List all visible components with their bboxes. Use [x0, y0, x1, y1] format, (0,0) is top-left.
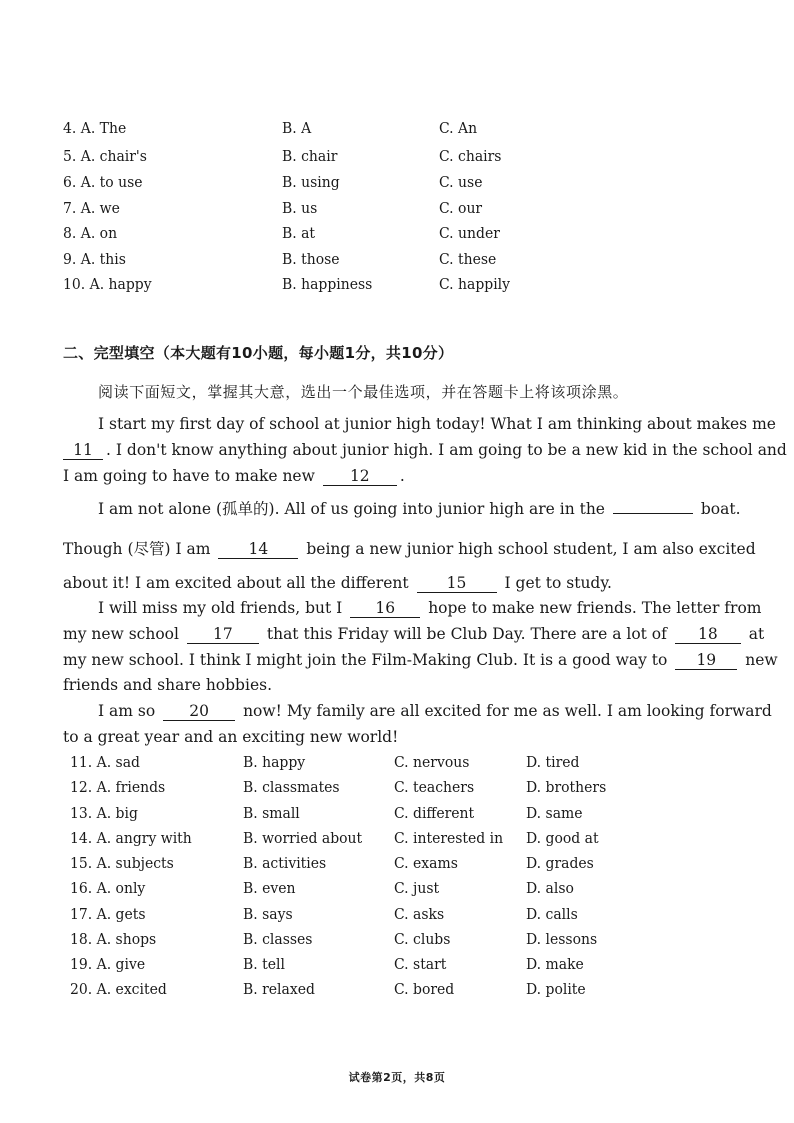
- option-a: 8. A. on: [63, 224, 118, 242]
- option-b: B. says: [243, 905, 293, 923]
- option-b: B. small: [243, 804, 300, 822]
- option-c: C. under: [439, 224, 500, 242]
- option-row: [0, 851, 794, 875]
- blank-16: 16: [350, 599, 420, 618]
- option-c: C. start: [394, 955, 447, 973]
- option-row: [0, 801, 794, 825]
- option-c: C. asks: [394, 905, 445, 923]
- passage-line: [63, 648, 778, 672]
- option-c: C. our: [439, 199, 483, 217]
- option-d: D. good at: [526, 829, 599, 847]
- option-a: 17. A. gets: [70, 905, 146, 923]
- option-d: D. brothers: [526, 778, 607, 796]
- passage-text: about it! I am excited about all the different: [63, 574, 409, 592]
- option-b: B. happy: [243, 753, 306, 771]
- option-c: C. teachers: [394, 778, 475, 796]
- option-c: C. different: [394, 804, 475, 822]
- option-d: D. same: [526, 804, 583, 822]
- option-b: B. those: [282, 250, 340, 268]
- option-row: [0, 247, 794, 271]
- passage-text: Though (尽管) I am: [63, 540, 211, 558]
- option-c: C. An: [439, 119, 478, 137]
- option-row: [0, 902, 794, 926]
- option-a: 11. A. sad: [70, 753, 140, 771]
- option-row: [0, 775, 794, 799]
- passage-text: that this Friday will be Club Day. There are a lot of: [266, 625, 667, 643]
- passage-text: friends and share hobbies.: [63, 676, 272, 694]
- blank-20: 20: [163, 702, 235, 721]
- option-a: 16. A. only: [70, 879, 146, 897]
- passage-text: new: [745, 651, 778, 669]
- option-c: C. use: [439, 173, 483, 191]
- option-b: B. classmates: [243, 778, 340, 796]
- option-row: [0, 750, 794, 774]
- passage-line: [63, 464, 405, 488]
- option-a: 5. A. chair's: [63, 147, 147, 165]
- option-a: 4. A. The: [63, 119, 127, 137]
- option-a: 19. A. give: [70, 955, 146, 973]
- option-b: B. using: [282, 173, 340, 191]
- option-b: B. A: [282, 119, 312, 137]
- option-b: B. happiness: [282, 275, 373, 293]
- blank-19: 19: [675, 651, 737, 670]
- option-row: [0, 170, 794, 194]
- option-b: B. us: [282, 199, 318, 217]
- option-row: [0, 927, 794, 951]
- option-row: [0, 144, 794, 168]
- section-heading: 二、完型填空（本大题有10小题，每小题1分，共10分）: [63, 344, 454, 362]
- option-d: D. polite: [526, 980, 586, 998]
- option-a: 15. A. subjects: [70, 854, 174, 872]
- option-row: [0, 826, 794, 850]
- option-d: D. lessons: [526, 930, 598, 948]
- option-c: C. these: [439, 250, 497, 268]
- passage-line: [63, 673, 272, 697]
- option-d: D. make: [526, 955, 584, 973]
- option-b: B. chair: [282, 147, 338, 165]
- option-c: C. happily: [439, 275, 511, 293]
- blank-14: 14: [218, 540, 298, 559]
- passage-text: . I don't know anything about junior high. I am going to be a new kid in the school and: [106, 441, 787, 459]
- option-d: D. tired: [526, 753, 580, 771]
- option-c: C. bored: [394, 980, 455, 998]
- passage-text: I will miss my old friends, but I: [98, 599, 343, 617]
- option-c: C. just: [394, 879, 440, 897]
- passage-text: at: [748, 625, 765, 643]
- passage-text: I am not alone (孤单的). All of us going into junior high are in the: [98, 500, 605, 518]
- option-d: D. grades: [526, 854, 594, 872]
- option-row: [0, 977, 794, 1001]
- option-c: C. exams: [394, 854, 458, 872]
- option-d: D. also: [526, 879, 574, 897]
- passage-line: [63, 622, 764, 646]
- passage-line: [63, 725, 398, 749]
- passage-text: to a great year and an exciting new world!: [63, 728, 399, 746]
- passage-line: [98, 596, 761, 620]
- option-c: C. interested in: [394, 829, 504, 847]
- option-row: [0, 116, 794, 140]
- passage-text: .: [399, 467, 405, 485]
- passage-line: [98, 497, 741, 521]
- option-a: 9. A. this: [63, 250, 126, 268]
- option-a: 18. A. shops: [70, 930, 157, 948]
- passage-text: my new school: [63, 625, 179, 643]
- option-b: B. at: [282, 224, 316, 242]
- option-row: [0, 196, 794, 220]
- passage-line: [98, 412, 776, 436]
- option-a: 6. A. to use: [63, 173, 143, 191]
- passage-text: now! My family are all excited for me as well. I am looking forward: [243, 702, 772, 720]
- option-a: 13. A. big: [70, 804, 138, 822]
- blank-11: 11: [63, 441, 103, 460]
- option-c: C. chairs: [439, 147, 502, 165]
- option-a: 7. A. we: [63, 199, 120, 217]
- option-b: B. relaxed: [243, 980, 315, 998]
- option-a: 20. A. excited: [70, 980, 167, 998]
- passage-line: [98, 699, 772, 723]
- blank-18: 18: [675, 625, 741, 644]
- option-c: C. nervous: [394, 753, 470, 771]
- section-instruction: 阅读下面短文，掌握其大意，选出一个最佳选项，并在答题卡上将该项涂黑。: [98, 383, 629, 401]
- blank-17: 17: [187, 625, 259, 644]
- passage-line: [63, 537, 756, 561]
- option-a: 14. A. angry with: [70, 829, 192, 847]
- passage-text: I get to study.: [504, 574, 612, 592]
- option-b: B. classes: [243, 930, 313, 948]
- option-a: 10. A. happy: [63, 275, 152, 293]
- passage-line: [63, 438, 787, 462]
- option-row: [0, 272, 794, 296]
- option-c: C. clubs: [394, 930, 451, 948]
- option-b: B. worried about: [243, 829, 363, 847]
- blank-13: [613, 513, 693, 514]
- page-footer: 试卷第2页，共8页: [348, 1071, 446, 1084]
- blank-12: 12: [323, 467, 397, 486]
- passage-text: boat.: [700, 500, 741, 518]
- option-row: [0, 221, 794, 245]
- passage-line: [63, 571, 612, 595]
- option-row: [0, 952, 794, 976]
- passage-text: I am going to have to make new: [63, 467, 315, 485]
- option-a: 12. A. friends: [70, 778, 166, 796]
- option-row: [0, 876, 794, 900]
- passage-text: I start my first day of school at junior high today! What I am thinking about makes me: [98, 415, 776, 433]
- passage-text: my new school. I think I might join the Film-Making Club. It is a good way to: [63, 651, 668, 669]
- passage-text: being a new junior high school student, I am also excited: [306, 540, 756, 558]
- option-b: B. even: [243, 879, 296, 897]
- passage-text: hope to make new friends. The letter from: [428, 599, 762, 617]
- option-d: D. calls: [526, 905, 578, 923]
- blank-15: 15: [417, 574, 497, 593]
- passage-text: I am so: [98, 702, 156, 720]
- option-b: B. activities: [243, 854, 327, 872]
- option-b: B. tell: [243, 955, 285, 973]
